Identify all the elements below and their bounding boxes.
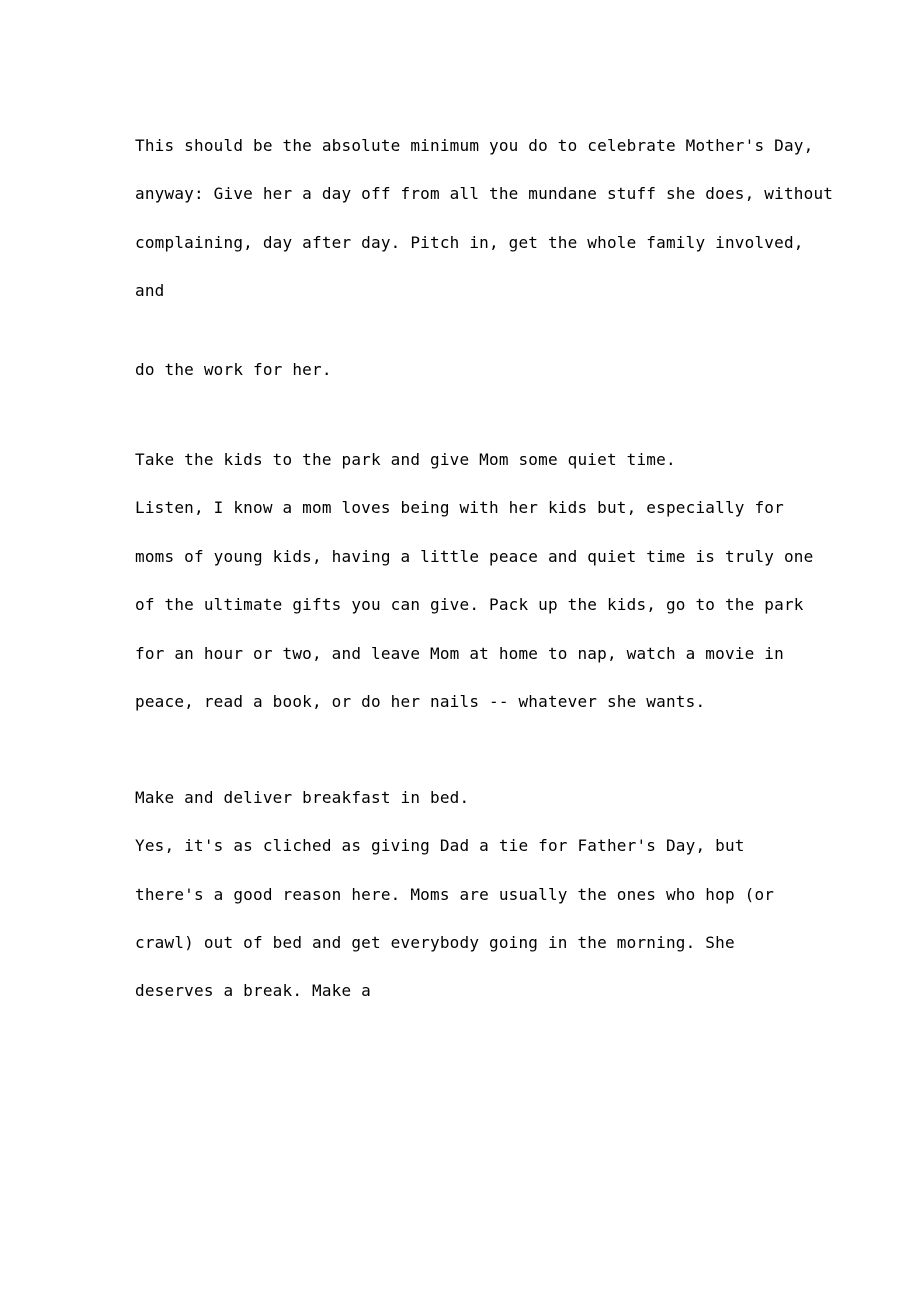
text-line: peace, read a book, or do her nails -- whatever she wants.: [135, 692, 706, 711]
text-line: crawl) out of bed and get everybody going in the morning. She: [135, 933, 735, 952]
text-line: Take the kids to the park and give Mom some quiet time.: [135, 450, 676, 469]
text-line: complaining, day after day. Pitch in, get the whole family involved,: [135, 233, 804, 252]
text-line: do the work for her.: [135, 360, 332, 379]
text-line: Yes, it's as cliched as giving Dad a tie for Father's Day, but: [135, 836, 745, 855]
text-line: This should be the absolute minimum you do to celebrate Mother's Day,: [135, 136, 814, 155]
text-line: anyway: Give her a day off from all the mundane stuff she does, without: [135, 184, 834, 203]
text-line: Listen, I know a mom loves being with her kids but, especially for: [135, 498, 784, 517]
text-line: Make and deliver breakfast in bed.: [135, 788, 470, 807]
text-line: for an hour or two, and leave Mom at home to nap, watch a movie in: [135, 644, 784, 663]
text-line: moms of young kids, having a little peace and quiet time is truly one: [135, 547, 814, 566]
text-line: of the ultimate gifts you can give. Pack up the kids, go to the park: [135, 595, 804, 614]
text-line: deserves a break. Make a: [135, 981, 371, 1000]
text-line: and: [135, 281, 165, 300]
text-line: there's a good reason here. Moms are usually the ones who hop (or: [135, 885, 775, 904]
